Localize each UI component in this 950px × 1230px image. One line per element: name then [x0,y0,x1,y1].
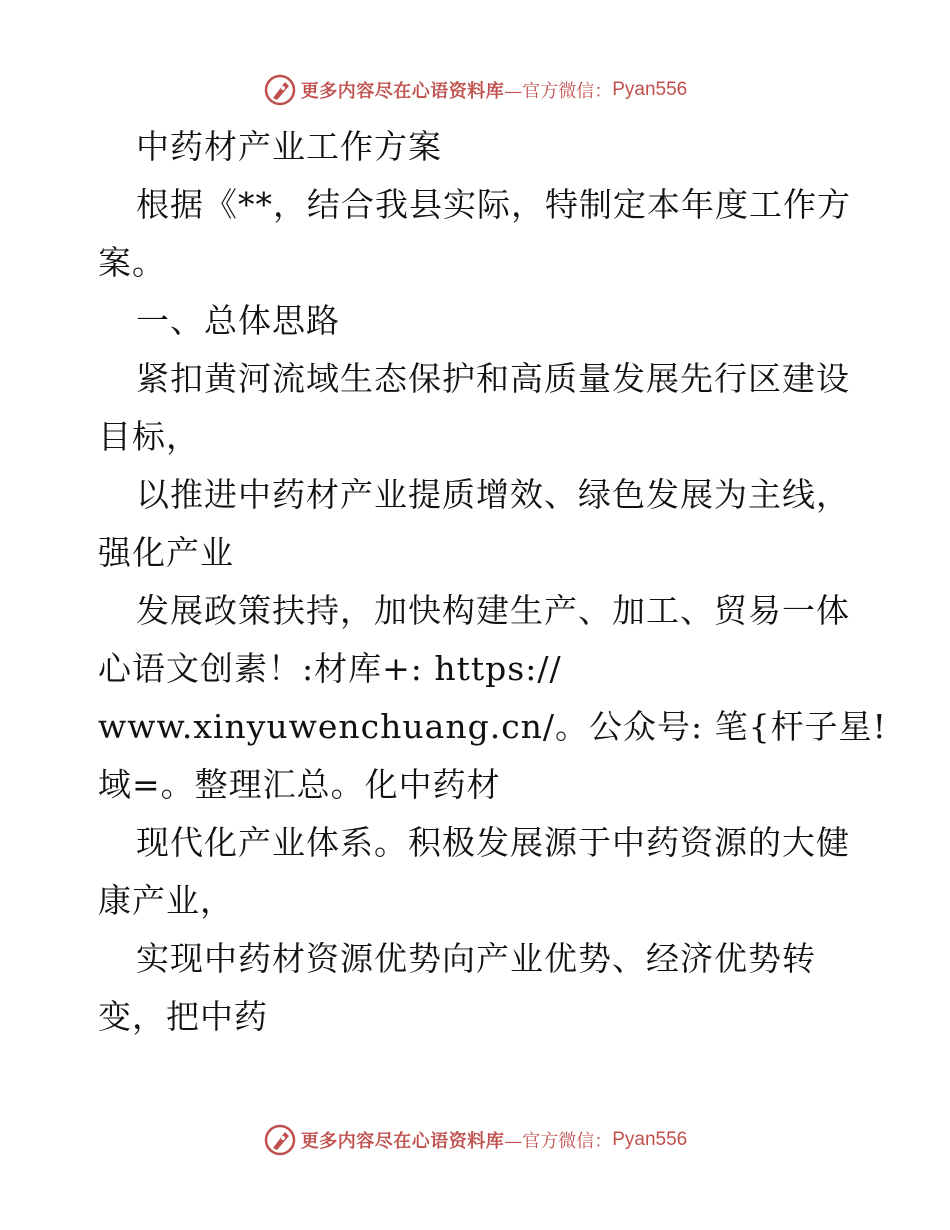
banner-wechat-label: —官方微信： [504,81,613,102]
paragraph-line: 目标， [98,417,200,456]
banner-wechat-id: Pyan556 [612,79,688,100]
section-heading: 一、总体思路 [136,301,340,340]
pen-nib-logo-icon [263,73,297,107]
paragraph-line: 变，把中药 [98,997,268,1036]
banner-title: 更多内容尽在心语资料库 [300,81,505,102]
paragraph-line: 根据《**，结合我县实际，特制定本年度工作方 [136,185,851,224]
paragraph-line: 强化产业 [98,533,234,572]
paragraph-line: 康产业， [98,881,234,920]
document-body [98,118,887,1046]
banner-title: 更多内容尽在心语资料库 [300,1131,505,1152]
paragraph-line: 域=。整理汇总。化中药材 [98,765,501,804]
document-title: 中药材产业工作方案 [136,127,442,166]
banner-wechat-id: Pyan556 [612,1129,688,1150]
footer-banner [0,1120,950,1160]
paragraph-line: 现代化产业体系。积极发展源于中药资源的大健 [136,823,850,862]
paragraph-line: 心语文创素！:材库+: https:// [98,649,562,688]
paragraph-line: 案。 [98,243,166,282]
paragraph-line: 紧扣黄河流域生态保护和高质量发展先行区建设 [136,359,850,398]
paragraph-line: www.xinyuwenchuang.cn/。公众号: 笔{杆子星! [98,707,887,746]
paragraph-line: 实现中药材资源优势向产业优势、经济优势转 [136,939,816,978]
header-banner [0,70,950,110]
paragraph-line: 以推进中药材产业提质增效、绿色发展为主线， [136,475,850,514]
banner-wechat-label: —官方微信： [504,1131,613,1152]
pen-nib-logo-icon [263,1123,297,1157]
paragraph-line: 发展政策扶持，加快构建生产、加工、贸易一体 [136,591,850,630]
